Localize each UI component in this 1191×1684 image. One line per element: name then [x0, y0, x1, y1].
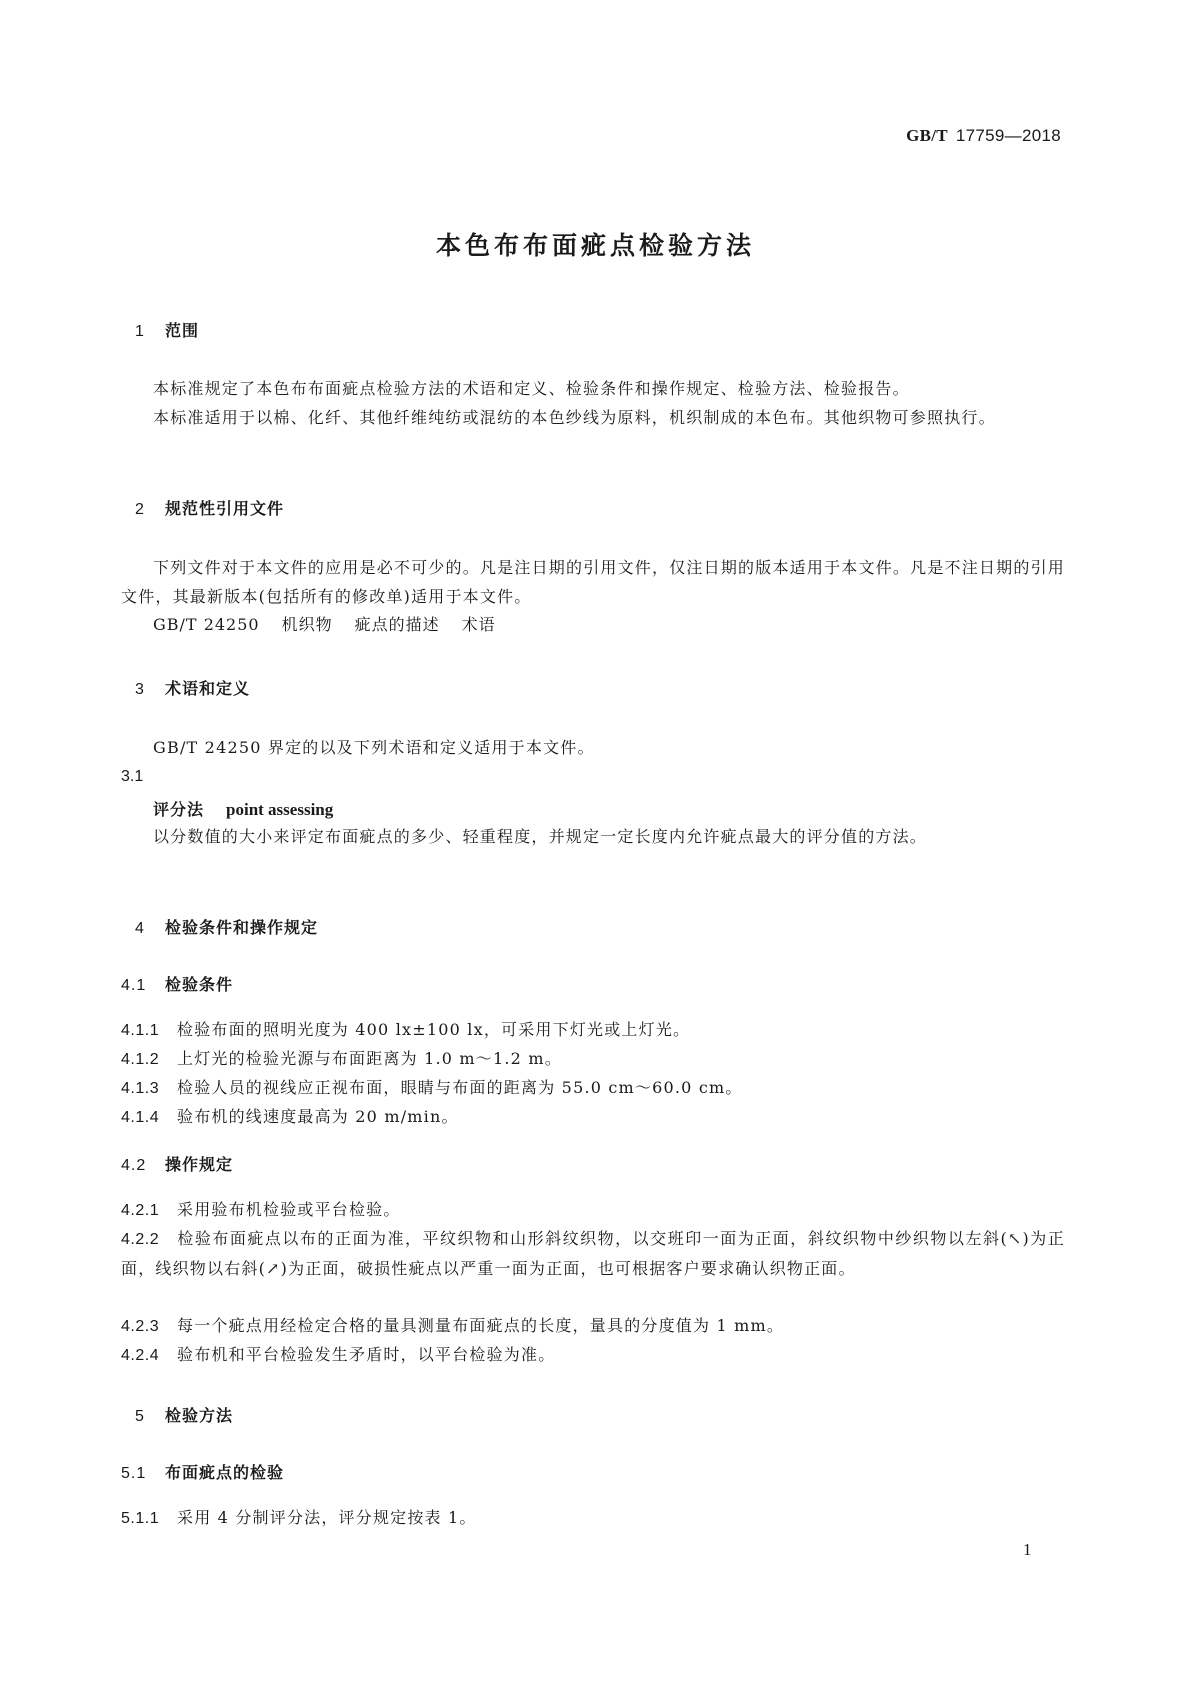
standard-number: 17759—2018	[955, 126, 1061, 145]
clause-text: 检验人员的视线应正视布面，眼睛与布面的距离为 55.0 cm～60.0 cm。	[177, 1078, 743, 1097]
reference-title-part: 术语	[461, 615, 496, 634]
section-title: 检验方法	[165, 1406, 234, 1425]
section-title: 术语和定义	[165, 679, 251, 698]
normative-reference	[153, 612, 518, 635]
section-number: 2	[135, 501, 145, 518]
standard-code	[906, 126, 1061, 146]
clause-4-1-2	[121, 1044, 1065, 1074]
clause-text: 检验布面疵点以布的正面为准，平纹织物和山形斜纹织物，以交班印一面为正面，斜纹织物中纱织物以左斜(↖)为正面，线织物以右斜(↗)为正面，破损性疵点以严重一面为正面，也可根据客户要求确认织物正面。	[121, 1229, 1065, 1278]
reference-code: GB/T 24250	[153, 615, 260, 634]
clause-text: 检验布面的照明光度为 400 lx±100 lx，可采用下灯光或上灯光。	[177, 1020, 691, 1039]
clause-4-1-1	[121, 1015, 1065, 1045]
clause-4-2-4	[121, 1340, 1065, 1370]
subsection-title: 操作规定	[165, 1155, 234, 1174]
clause-number: 4.1.1	[121, 1022, 160, 1039]
term-entry	[153, 797, 333, 820]
clause-4-2-1	[121, 1195, 1065, 1225]
clause-number: 4.2.3	[121, 1318, 160, 1335]
clause-number: 4.2.1	[121, 1202, 160, 1219]
subsection-title: 布面疵点的检验	[165, 1463, 285, 1482]
clause-text: 采用验布机检验或平台检验。	[177, 1200, 401, 1219]
clause-number: 4.1.3	[121, 1080, 160, 1097]
subsection-number: 4.1	[121, 977, 147, 994]
section-number: 5	[135, 1408, 145, 1425]
section-heading-4	[135, 915, 318, 938]
section-heading-2	[135, 496, 284, 519]
clause-number: 4.2.4	[121, 1347, 160, 1364]
term-en: point assessing	[226, 800, 334, 819]
clause-text: 验布机和平台检验发生矛盾时，以平台检验为准。	[177, 1345, 556, 1364]
subsection-number: 4.2	[121, 1157, 147, 1174]
section-heading-1	[135, 318, 199, 341]
subsection-number: 5.1	[121, 1465, 147, 1482]
paragraph: 下列文件对于本文件的应用是必不可少的。凡是注日期的引用文件，仅注日期的版本适用于本文件。凡是不注日期的引用文件，其最新版本(包括所有的修改单)适用于本文件。	[121, 558, 1065, 606]
term-definition: 以分数值的大小来评定布面疵点的多少、轻重程度，并规定一定长度内允许疵点最大的评分值的方法。	[153, 827, 928, 846]
subsection-heading-4-2	[121, 1152, 233, 1175]
term-zh: 评分法	[153, 800, 205, 819]
clause-text: 上灯光的检验光源与布面距离为 1.0 m～1.2 m。	[177, 1049, 562, 1068]
clause-5-1-1	[121, 1503, 1065, 1533]
clause-4-2-3	[121, 1311, 1065, 1341]
standard-prefix: GB/T	[906, 126, 948, 145]
section-heading-3	[135, 676, 250, 699]
clause-4-1-3	[121, 1073, 1065, 1103]
subsection-heading-4-1	[121, 972, 233, 995]
paragraph: 本标准规定了本色布布面疵点检验方法的术语和定义、检验条件和操作规定、检验方法、检验报告。	[153, 379, 910, 398]
clause-text: 每一个疵点用经检定合格的量具测量布面疵点的长度，量具的分度值为 1 mm。	[177, 1316, 785, 1335]
section-number: 1	[135, 323, 145, 340]
clause-number: 4.1.2	[121, 1051, 160, 1068]
reference-title-part: 疵点的描述	[354, 615, 440, 634]
subsection-heading-5-1	[121, 1460, 284, 1483]
section-number: 4	[135, 920, 145, 937]
term-number: 3.1	[121, 768, 144, 785]
clause-text: 验布机的线速度最高为 20 m/min。	[177, 1107, 459, 1126]
document-title: 本色布布面疵点检验方法	[435, 231, 755, 260]
clause-number: 4.2.2	[121, 1231, 160, 1248]
section-title: 规范性引用文件	[165, 499, 285, 518]
page-number: 1	[1023, 1540, 1032, 1559]
section-heading-5	[135, 1403, 233, 1426]
clause-number: 5.1.1	[121, 1510, 160, 1527]
paragraph: 本标准适用于以棉、化纤、其他纤维纯纺或混纺的本色纱线为原料，机织制成的本色布。其他织物可参照执行。	[153, 408, 996, 427]
clause-text: 采用 4 分制评分法，评分规定按表 1。	[177, 1508, 477, 1527]
section-title: 检验条件和操作规定	[165, 918, 319, 937]
section-title: 范围	[165, 321, 200, 340]
clause-number: 4.1.4	[121, 1109, 160, 1126]
clause-4-2-2	[121, 1224, 1065, 1283]
subsection-title: 检验条件	[165, 975, 234, 994]
clause-4-1-4	[121, 1102, 1065, 1132]
reference-title-part: 机织物	[281, 615, 333, 634]
section-number: 3	[135, 681, 145, 698]
paragraph: GB/T 24250 界定的以及下列术语和定义适用于本文件。	[153, 738, 595, 757]
